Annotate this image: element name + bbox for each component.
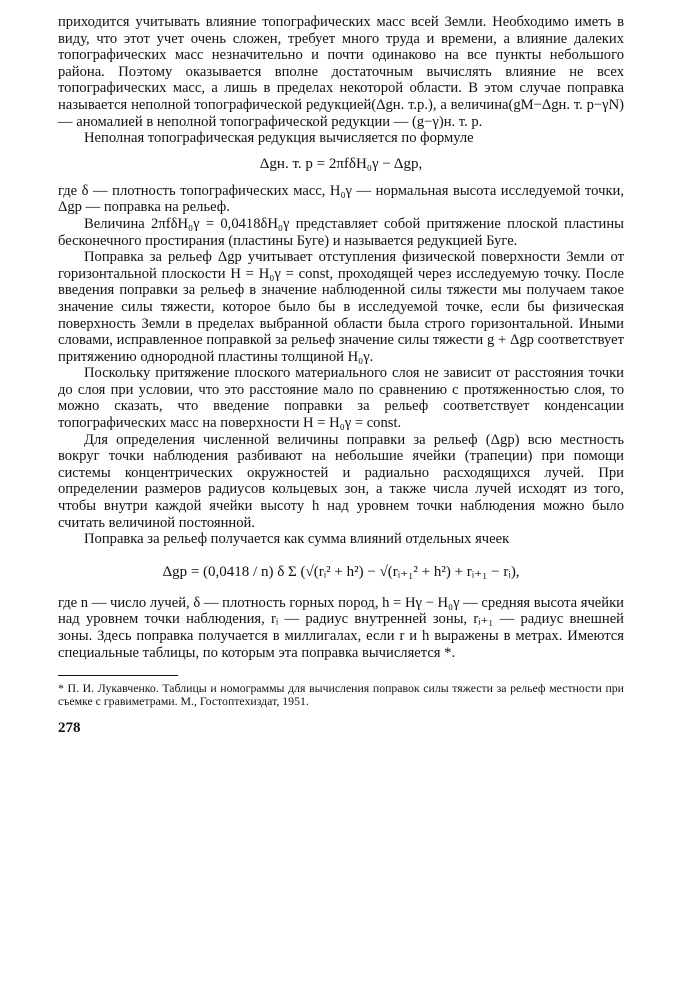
formula-terrain-sum: Δgр = (0,0418 / n) δ Σ (√(rᵢ² + h²) − √(rᵢ₊₁² + h²) + rᵢ₊₁ − rᵢ),	[162, 563, 520, 580]
paragraph-sum-intro: Поправка за рельеф получается как сумма влияний отдельных ячеек	[84, 531, 510, 548]
formula-incomplete-reduction: Δgн. т. р = 2πfδH₀γ − Δgр,	[259, 155, 423, 172]
paragraph-terrain-correction: Поправка за рельеф Δgр учитывает отступления физической поверхности Земли от горизонтальной плоскости H = H₀γ = const, проходящей через исследуемую точку. После введения поправки за рельеф в значение наблюденной силы тяжести мы получаем такое значение силы тяжести, которое было бы в исследуемой точке, если бы физическая поверхность Земли в пределах выбранной области была строго горизонтальной. Иными словами, исправленное поправкой за рельеф значение силы тяжести g + Δgр соответствует притяжению однородной пластины толщиной H₀γ.	[58, 249, 624, 365]
paragraph-formula-variables: где n — число лучей, δ — плотность горных пород, h = Hγ − H₀γ — средняя высота ячейки над уровнем точки наблюдения, rᵢ — радиус внутренней зоны, rᵢ₊₁ — радиус внешней зоны. Здесь поправка получается в миллигалах, если r и h выражены в метрах. Имеются специальные таблицы, по которым эта поправка вычисляется *.	[58, 594, 624, 661]
paragraph-continuation: приходится учитывать влияние топографических масс всей Земли. Необходимо иметь в виду, что этот учет очень сложен, требует много труда и времени, а влияние далеких топографических масс незначительно и почти одинаково на все пункты небольшого района. Поэтому оказывается вполне достаточным вычислять влияние не всех топографических масс, а лишь в пределах некоторой области. В этом случае поправка называется неполной топографической редукцией(Δgн. т.р.), а величина(gM−Δgн. т. р−γN) — аномалией в неполной топографической редукции — (g−γ)н. т. р.	[58, 14, 624, 130]
paragraph-condensation: Поскольку притяжение плоского материального слоя не зависит от расстояния точки до слоя при условии, что это расстояние мало по сравнению с протяженностью слоя, то можно сказать, что введение поправки за рельеф соответствует конденсации топографических масс на поверхности H = H₀γ = const.	[58, 365, 624, 432]
footnote-text: * П. И. Лукавченко. Таблицы и номограммы для вычисления поправок силы тяжести за рельеф местности при съемке с гравиметрами. М., Гостоптехиздат, 1951.	[58, 681, 624, 709]
footnote	[58, 682, 624, 708]
paragraph-zones: Для определения численной величины поправки за рельеф (Δgр) всю местность вокруг точки наблюдения разбивают на небольшие ячейки (трапеции) при помощи системы концентрических окружностей и радиально расходящихся лучей. При определении размеров радиусов кольцевых зон, а также числа лучей исходят из того, чтобы внутри каждой ячейки высоту h над уровнем точки наблюдения можно было считать величиной постоянной.	[58, 431, 624, 531]
page-number: 278	[58, 720, 81, 737]
footnote-divider	[58, 675, 178, 676]
paragraph-formula-legend: где δ — плотность топографических масс, H₀γ — нормальная высота исследуемой точки, Δgр — поправка на рельеф.	[58, 182, 624, 216]
book-page	[58, 14, 624, 737]
paragraph-intro-formula: Неполная топографическая редукция вычисляется по формуле	[84, 130, 474, 147]
paragraph-bouguer: Величина 2πfδH₀γ = 0,0418δH₀γ представляет собой притяжение плоской пластины бесконечного простирания (пластины Буге) и называется редукцией Буге.	[58, 215, 624, 249]
